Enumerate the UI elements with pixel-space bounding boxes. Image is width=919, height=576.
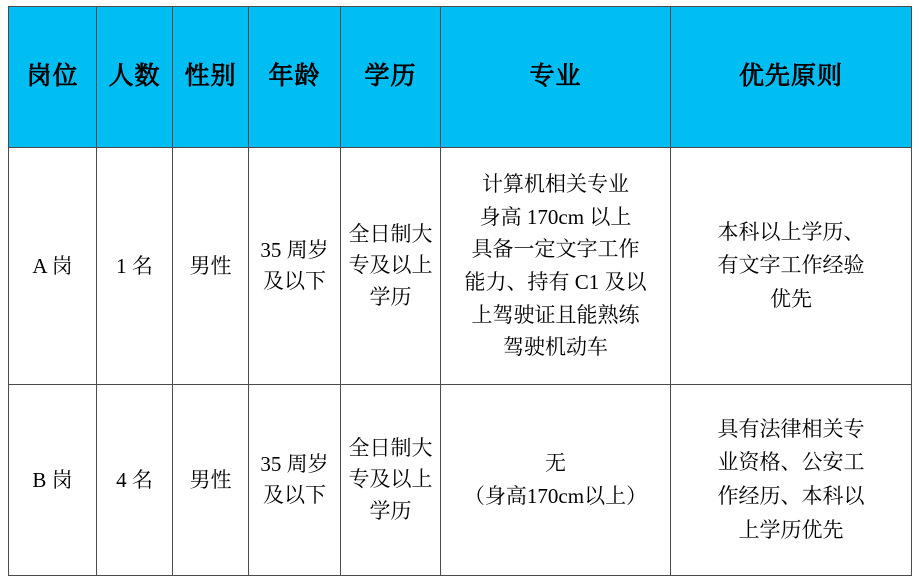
column-header-major: 专业	[441, 7, 671, 148]
cell-education: 全日制大专及以上学历	[341, 148, 441, 385]
priority-line: 具有法律相关专	[717, 416, 865, 441]
priority-line: 本科以上学历、	[717, 219, 865, 244]
major-line: 身高 170cm 以上	[479, 204, 632, 229]
table-row	[9, 385, 912, 576]
column-header-education: 学历	[341, 7, 441, 148]
cell-count: 1 名	[97, 148, 173, 385]
cell-education: 全日制大专及以上学历	[341, 385, 441, 576]
priority-line: 业资格、公安工	[717, 450, 865, 475]
cell-count: 4 名	[97, 385, 173, 576]
column-header-age: 年龄	[249, 7, 341, 148]
cell-priority	[671, 385, 912, 576]
cell-gender: 男性	[173, 385, 249, 576]
cell-gender: 男性	[173, 148, 249, 385]
priority-line: 上学历优先	[738, 517, 844, 542]
cell-age: 35 周岁及以下	[249, 385, 341, 576]
cell-post: B 岗	[9, 385, 97, 576]
cell-age: 35 周岁及以下	[249, 148, 341, 385]
priority-line: 有文字工作经验	[717, 253, 865, 278]
major-line: 上驾驶证且能熟练	[471, 302, 640, 327]
column-header-post: 岗位	[9, 7, 97, 148]
column-header-gender: 性别	[173, 7, 249, 148]
cell-major	[441, 385, 671, 576]
column-header-priority: 优先原则	[671, 7, 912, 148]
table-header-row	[9, 7, 912, 148]
major-line: 驾驶机动车	[503, 335, 608, 360]
table-row	[9, 148, 912, 385]
major-line: 无	[545, 451, 566, 476]
priority-line: 作经历、本科以	[717, 484, 865, 508]
major-line: 能力、持有 C1 及以	[464, 270, 647, 294]
priority-line: 优先	[770, 286, 812, 311]
cell-priority	[671, 148, 912, 385]
column-header-count: 人数	[97, 7, 173, 148]
major-line: 具备一定文字工作	[471, 237, 640, 262]
major-line: 计算机相关专业	[482, 172, 629, 197]
job-requirements-table	[8, 6, 912, 576]
major-line: （身高170cm以上）	[463, 484, 648, 508]
cell-major	[441, 148, 671, 385]
cell-post: A 岗	[9, 148, 97, 385]
